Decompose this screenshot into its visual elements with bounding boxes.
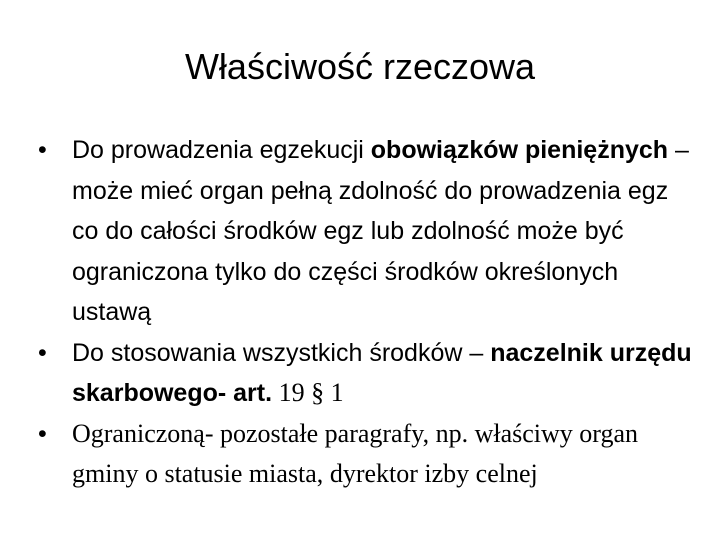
item-text: Do prowadzenia egzekucji [72,136,371,164]
bullet-dot-icon: • [38,419,47,448]
item-bold-text: obowiązków pieniężnych [370,136,669,164]
slide-title: Właściwość rzeczowa [184,46,536,87]
bullet-list [38,130,698,495]
item-text: Do stosowania wszystkich środków – [72,338,491,367]
item-text: – może mieć organ pełną zdolność do prowadzenia egz co do całości środków egz lub zdolność może być ograniczona tylko do części środków określonych ustawą [72,136,689,326]
bullet-dot-icon: • [38,338,47,367]
bullet-dot-icon: • [38,136,47,164]
item-text-cut-off: dyrektor izby celnej [329,459,538,488]
bullet-item-3 [38,414,698,495]
item-text: Ograniczoną- pozostałe paragrafy, np. właściwy organ gminy o statusie miasta, [72,418,638,488]
bullet-item-2 [38,333,698,414]
article-reference: 19 § 1 [272,378,344,407]
bullet-item-1 [38,130,698,333]
item-bold-text: naczelnik urzędu skarbowego- art. [72,338,692,407]
